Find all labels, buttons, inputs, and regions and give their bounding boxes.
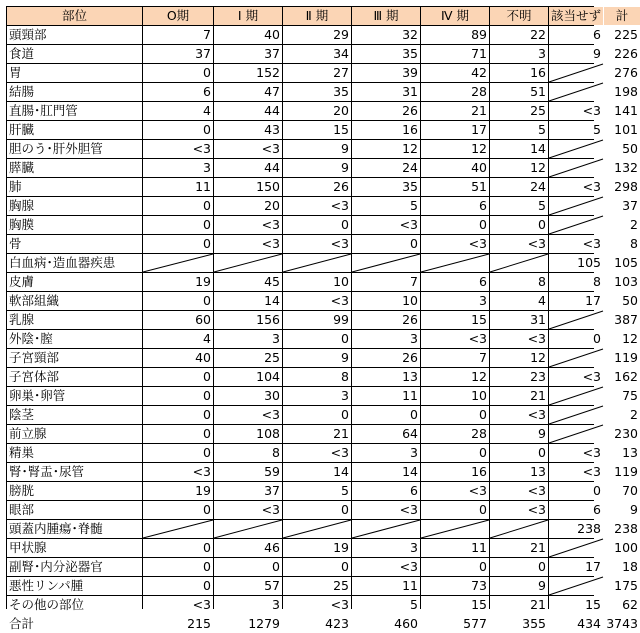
cell-stage-0: 4 [143, 102, 213, 120]
cell-unknown: 5 [490, 121, 548, 139]
cell-stage-0: 0 [143, 64, 213, 82]
cell-stage-2: 34 [283, 45, 351, 63]
cell-unknown: 31 [490, 311, 548, 329]
cell-stage-3: 11 [352, 577, 420, 595]
empty-cell-slash [549, 159, 603, 177]
cell-total: 75 [604, 387, 640, 405]
cell-stage-1: 40 [214, 26, 282, 44]
cell-unknown: 25 [490, 102, 548, 120]
cell-total: 9 [604, 501, 640, 519]
cell-stage-4: <3 [421, 330, 489, 348]
cell-stage-1: <3 [214, 406, 282, 424]
header-stage-4: Ⅳ 期 [421, 7, 489, 25]
cell-stage-2: 10 [283, 273, 351, 291]
row-label: 食道 [7, 45, 142, 63]
cell-stage-2: 0 [283, 330, 351, 348]
total-not-applicable: 434 [549, 615, 603, 633]
cell-not-applicable: 15 [549, 596, 603, 614]
total-stage-1: 1279 [214, 615, 282, 633]
row-label: 肺 [7, 178, 142, 196]
cell-not-applicable: 5 [549, 121, 603, 139]
cell-not-applicable: <3 [549, 235, 603, 253]
header-site: 部位 [7, 7, 142, 25]
cell-unknown: 16 [490, 64, 548, 82]
row-label: 悪性リンパ腫 [7, 577, 142, 595]
cell-stage-4: 10 [421, 387, 489, 405]
row-label: 乳腺 [7, 311, 142, 329]
row-label: 胸腺 [7, 197, 142, 215]
cell-total: 132 [604, 159, 640, 177]
cell-total: 50 [604, 140, 640, 158]
cell-stage-4: 0 [421, 501, 489, 519]
cell-stage-1: 14 [214, 292, 282, 310]
cell-stage-0: 0 [143, 558, 213, 576]
cell-stage-3: 0 [352, 235, 420, 253]
row-label: 膀胱 [7, 482, 142, 500]
cell-unknown: 0 [490, 216, 548, 234]
cell-stage-0: <3 [143, 596, 213, 614]
cell-stage-0: 40 [143, 349, 213, 367]
cell-stage-3: 35 [352, 45, 420, 63]
cell-stage-4: 12 [421, 140, 489, 158]
total-stage-0: 215 [143, 615, 213, 633]
row-label: 陰茎 [7, 406, 142, 424]
cell-unknown: 24 [490, 178, 548, 196]
cell-stage-3: 5 [352, 197, 420, 215]
cell-unknown: 22 [490, 26, 548, 44]
row-label: 骨 [7, 235, 142, 253]
cell-total: 225 [604, 26, 640, 44]
cell-unknown: 8 [490, 273, 548, 291]
empty-cell-slash [549, 406, 603, 424]
cell-stage-4: 15 [421, 596, 489, 614]
row-label: 卵巣･卵管 [7, 387, 142, 405]
cell-stage-4: 0 [421, 216, 489, 234]
cell-stage-4: 28 [421, 425, 489, 443]
row-label: 皮膚 [7, 273, 142, 291]
cell-stage-3: 39 [352, 64, 420, 82]
cell-stage-2: 0 [283, 501, 351, 519]
row-label: 軟部組織 [7, 292, 142, 310]
cell-stage-4: 0 [421, 444, 489, 462]
cell-stage-3: 13 [352, 368, 420, 386]
cell-not-applicable: <3 [549, 463, 603, 481]
cell-stage-2: 14 [283, 463, 351, 481]
cell-unknown: 5 [490, 197, 548, 215]
cell-unknown: 51 [490, 83, 548, 101]
cell-stage-1: 44 [214, 159, 282, 177]
cell-stage-3: 10 [352, 292, 420, 310]
cell-stage-4: 17 [421, 121, 489, 139]
cell-stage-2: 5 [283, 482, 351, 500]
empty-cell-slash [549, 140, 603, 158]
cell-stage-3: 5 [352, 596, 420, 614]
cell-stage-3: 12 [352, 140, 420, 158]
cell-stage-4: 6 [421, 197, 489, 215]
cell-stage-0: 0 [143, 444, 213, 462]
cell-stage-2: 29 [283, 26, 351, 44]
cell-unknown: <3 [490, 501, 548, 519]
cell-total: 230 [604, 425, 640, 443]
cell-total: 37 [604, 197, 640, 215]
cell-stage-1: <3 [214, 501, 282, 519]
cell-stage-4: 71 [421, 45, 489, 63]
row-label: 胸膜 [7, 216, 142, 234]
cell-stage-2: 21 [283, 425, 351, 443]
row-label: 甲状腺 [7, 539, 142, 557]
cell-stage-0: 7 [143, 26, 213, 44]
cell-stage-4: 11 [421, 539, 489, 557]
row-label: 肝臓 [7, 121, 142, 139]
cell-stage-4: <3 [421, 482, 489, 500]
empty-cell-slash [549, 311, 603, 329]
row-label: 子宮頸部 [7, 349, 142, 367]
cell-total: 119 [604, 463, 640, 481]
cell-stage-2: 99 [283, 311, 351, 329]
cell-stage-2: <3 [283, 596, 351, 614]
cell-stage-1: <3 [214, 140, 282, 158]
cell-stage-3: 3 [352, 330, 420, 348]
cell-stage-0: 11 [143, 178, 213, 196]
cell-stage-2: 15 [283, 121, 351, 139]
cell-stage-1: 20 [214, 197, 282, 215]
cell-total: 50 [604, 292, 640, 310]
cell-not-applicable: 17 [549, 558, 603, 576]
empty-cell-slash [421, 520, 489, 538]
cell-stage-4: 16 [421, 463, 489, 481]
empty-cell-slash [549, 197, 603, 215]
header-stage-3: Ⅲ 期 [352, 7, 420, 25]
cell-stage-4: 12 [421, 368, 489, 386]
cell-stage-1: 0 [214, 558, 282, 576]
cancer-stage-table [6, 6, 638, 631]
cell-stage-2: 9 [283, 140, 351, 158]
cell-total: 70 [604, 482, 640, 500]
header-not-applicable: 該当せず [551, 8, 602, 23]
cell-total: 2 [604, 406, 640, 424]
cell-stage-0: <3 [143, 140, 213, 158]
cell-stage-3: 32 [352, 26, 420, 44]
cell-total: 103 [604, 273, 640, 291]
cell-unknown: 14 [490, 140, 548, 158]
row-label: 直腸･肛門管 [7, 102, 142, 120]
cell-stage-1: <3 [214, 235, 282, 253]
cell-total: 162 [604, 368, 640, 386]
cell-total: 276 [604, 64, 640, 82]
row-label: 頭蓋内腫瘍･脊髄 [7, 520, 142, 538]
cell-stage-4: 0 [421, 406, 489, 424]
cell-total: 18 [604, 558, 640, 576]
cell-stage-3: 6 [352, 482, 420, 500]
total-total: 3743 [604, 615, 640, 633]
cell-unknown: 3 [490, 45, 548, 63]
cell-stage-3: 26 [352, 349, 420, 367]
total-unknown: 355 [490, 615, 548, 633]
cell-stage-2: 20 [283, 102, 351, 120]
cell-stage-0: 0 [143, 425, 213, 443]
cell-unknown: 21 [490, 539, 548, 557]
header-stage-1: Ⅰ 期 [214, 7, 282, 25]
cell-not-applicable: 17 [549, 292, 603, 310]
cell-not-applicable: <3 [549, 102, 603, 120]
cell-stage-0: 0 [143, 539, 213, 557]
empty-cell-slash [143, 254, 213, 272]
cell-stage-4: 15 [421, 311, 489, 329]
cell-unknown: 0 [490, 444, 548, 462]
total-label: 合計 [7, 615, 142, 633]
row-label: 子宮体部 [7, 368, 142, 386]
cell-stage-1: 150 [214, 178, 282, 196]
cell-not-applicable: 105 [549, 254, 603, 272]
header-unknown: 不明 [490, 7, 548, 25]
cell-stage-3: 35 [352, 178, 420, 196]
cell-unknown: 13 [490, 463, 548, 481]
cell-stage-3: 26 [352, 311, 420, 329]
cell-stage-2: 27 [283, 64, 351, 82]
cell-stage-2: 25 [283, 577, 351, 595]
cell-stage-4: 7 [421, 349, 489, 367]
cell-stage-2: 9 [283, 349, 351, 367]
cell-stage-1: <3 [214, 216, 282, 234]
cell-total: 8 [604, 235, 640, 253]
cell-stage-4: 73 [421, 577, 489, 595]
cell-stage-1: 37 [214, 482, 282, 500]
row-label: 外陰･膣 [7, 330, 142, 348]
cell-not-applicable: <3 [549, 368, 603, 386]
cell-stage-1: 57 [214, 577, 282, 595]
cell-stage-4: 21 [421, 102, 489, 120]
cell-total: 105 [604, 254, 640, 272]
header-stage-0: O期 [143, 7, 213, 25]
cell-stage-1: 152 [214, 64, 282, 82]
cell-not-applicable: 0 [549, 330, 603, 348]
cell-stage-4: 89 [421, 26, 489, 44]
cell-stage-2: <3 [283, 197, 351, 215]
row-label: 膵臓 [7, 159, 142, 177]
cell-total: 298 [604, 178, 640, 196]
cell-stage-0: 3 [143, 159, 213, 177]
cell-unknown: 12 [490, 349, 548, 367]
row-label: 胃 [7, 64, 142, 82]
total-stage-4: 577 [421, 615, 489, 633]
cell-stage-2: 19 [283, 539, 351, 557]
cell-stage-3: <3 [352, 216, 420, 234]
empty-cell-slash [352, 254, 420, 272]
row-label: 白血病･造血器疾患 [7, 254, 142, 272]
cell-stage-0: 0 [143, 121, 213, 139]
cell-stage-1: 25 [214, 349, 282, 367]
empty-cell-slash [549, 349, 603, 367]
cell-total: 101 [604, 121, 640, 139]
cell-unknown: 21 [490, 596, 548, 614]
cell-stage-4: <3 [421, 235, 489, 253]
row-label: 結腸 [7, 83, 142, 101]
cell-stage-1: 37 [214, 45, 282, 63]
cell-stage-1: 104 [214, 368, 282, 386]
empty-cell-slash [143, 520, 213, 538]
cell-stage-2: 35 [283, 83, 351, 101]
cell-stage-1: 59 [214, 463, 282, 481]
cell-stage-0: <3 [143, 463, 213, 481]
cell-stage-4: 51 [421, 178, 489, 196]
cell-stage-1: 47 [214, 83, 282, 101]
cell-total: 100 [604, 539, 640, 557]
cell-total: 62 [604, 596, 640, 614]
cell-total: 175 [604, 577, 640, 595]
cell-unknown: 0 [490, 558, 548, 576]
row-label: 眼部 [7, 501, 142, 519]
cell-total: 238 [604, 520, 640, 538]
empty-cell-slash [549, 577, 603, 595]
cell-total: 141 [604, 102, 640, 120]
empty-cell-slash [352, 520, 420, 538]
cell-stage-3: 3 [352, 444, 420, 462]
cell-unknown: 12 [490, 159, 548, 177]
empty-cell-slash [421, 254, 489, 272]
cell-stage-1: 156 [214, 311, 282, 329]
cell-stage-0: 6 [143, 83, 213, 101]
empty-cell-slash [549, 425, 603, 443]
total-stage-3: 460 [352, 615, 420, 633]
cell-stage-3: 24 [352, 159, 420, 177]
cell-stage-1: 44 [214, 102, 282, 120]
cell-stage-0: 19 [143, 273, 213, 291]
cell-stage-3: 7 [352, 273, 420, 291]
row-label: 前立腺 [7, 425, 142, 443]
empty-cell-slash [549, 216, 603, 234]
empty-cell-slash [549, 539, 603, 557]
cell-stage-0: 0 [143, 197, 213, 215]
cell-unknown: 9 [490, 425, 548, 443]
cell-stage-4: 42 [421, 64, 489, 82]
cell-stage-0: 0 [143, 577, 213, 595]
cell-stage-0: 0 [143, 368, 213, 386]
cell-stage-4: 28 [421, 83, 489, 101]
cell-unknown: 23 [490, 368, 548, 386]
empty-cell-slash [549, 387, 603, 405]
cell-stage-2: <3 [283, 292, 351, 310]
cell-stage-0: 60 [143, 311, 213, 329]
cell-stage-2: 0 [283, 216, 351, 234]
cell-not-applicable: 238 [549, 520, 603, 538]
cell-total: 226 [604, 45, 640, 63]
cell-unknown: <3 [490, 406, 548, 424]
cell-stage-1: 43 [214, 121, 282, 139]
cell-stage-0: 0 [143, 235, 213, 253]
cell-stage-4: 40 [421, 159, 489, 177]
cell-stage-4: 6 [421, 273, 489, 291]
cell-stage-2: 3 [283, 387, 351, 405]
cell-stage-4: 3 [421, 292, 489, 310]
cell-stage-0: 0 [143, 292, 213, 310]
cell-stage-1: 45 [214, 273, 282, 291]
empty-cell-slash [490, 254, 548, 272]
cell-stage-0: 0 [143, 501, 213, 519]
row-label: 精巣 [7, 444, 142, 462]
row-label: 頭頸部 [7, 26, 142, 44]
cell-stage-2: 0 [283, 406, 351, 424]
empty-cell-slash [283, 520, 351, 538]
cell-unknown: <3 [490, 235, 548, 253]
cell-stage-2: 26 [283, 178, 351, 196]
cell-not-applicable: 9 [549, 45, 603, 63]
cell-stage-1: 3 [214, 330, 282, 348]
cell-not-applicable: 8 [549, 273, 603, 291]
cell-stage-0: 37 [143, 45, 213, 63]
cell-stage-1: 46 [214, 539, 282, 557]
cell-stage-2: <3 [283, 444, 351, 462]
cell-stage-3: 3 [352, 539, 420, 557]
cell-stage-4: 0 [421, 558, 489, 576]
cell-unknown: 9 [490, 577, 548, 595]
cell-unknown: <3 [490, 330, 548, 348]
empty-cell-slash [490, 520, 548, 538]
cell-stage-3: 16 [352, 121, 420, 139]
cell-not-applicable: 6 [549, 26, 603, 44]
cell-not-applicable: <3 [549, 444, 603, 462]
cell-stage-0: 0 [143, 216, 213, 234]
cell-stage-2: 8 [283, 368, 351, 386]
cell-not-applicable: 0 [549, 482, 603, 500]
cell-stage-0: 19 [143, 482, 213, 500]
cell-stage-0: 0 [143, 406, 213, 424]
header-stage-2: Ⅱ 期 [283, 7, 351, 25]
empty-cell-slash [549, 83, 603, 101]
total-stage-2: 423 [283, 615, 351, 633]
cell-total: 13 [604, 444, 640, 462]
cell-stage-3: <3 [352, 558, 420, 576]
cell-stage-3: 64 [352, 425, 420, 443]
cell-stage-3: 31 [352, 83, 420, 101]
cell-stage-3: 11 [352, 387, 420, 405]
cell-unknown: <3 [490, 482, 548, 500]
empty-cell-slash [283, 254, 351, 272]
row-label: 腎･腎盂･尿管 [7, 463, 142, 481]
header-total: 計 [604, 7, 640, 25]
row-label: 副腎･内分泌器官 [7, 558, 142, 576]
cell-stage-0: 4 [143, 330, 213, 348]
empty-cell-slash [214, 520, 282, 538]
cell-stage-3: 0 [352, 406, 420, 424]
cell-stage-1: 8 [214, 444, 282, 462]
cell-not-applicable: <3 [549, 178, 603, 196]
cell-stage-2: 0 [283, 558, 351, 576]
cell-total: 387 [604, 311, 640, 329]
cell-stage-2: 9 [283, 159, 351, 177]
cell-stage-3: 26 [352, 102, 420, 120]
cell-unknown: 4 [490, 292, 548, 310]
cell-stage-1: 3 [214, 596, 282, 614]
cell-total: 12 [604, 330, 640, 348]
cell-stage-3: <3 [352, 501, 420, 519]
cell-total: 198 [604, 83, 640, 101]
cell-stage-1: 30 [214, 387, 282, 405]
cell-not-applicable: 6 [549, 501, 603, 519]
row-label: その他の部位 [7, 596, 142, 614]
cell-stage-0: 0 [143, 387, 213, 405]
cell-stage-1: 108 [214, 425, 282, 443]
row-label: 胆のう･肝外胆管 [7, 140, 142, 158]
cell-total: 2 [604, 216, 640, 234]
empty-cell-slash [214, 254, 282, 272]
cell-total: 119 [604, 349, 640, 367]
cell-stage-2: <3 [283, 235, 351, 253]
cell-stage-3: 14 [352, 463, 420, 481]
empty-cell-slash [549, 64, 603, 82]
cell-unknown: 21 [490, 387, 548, 405]
